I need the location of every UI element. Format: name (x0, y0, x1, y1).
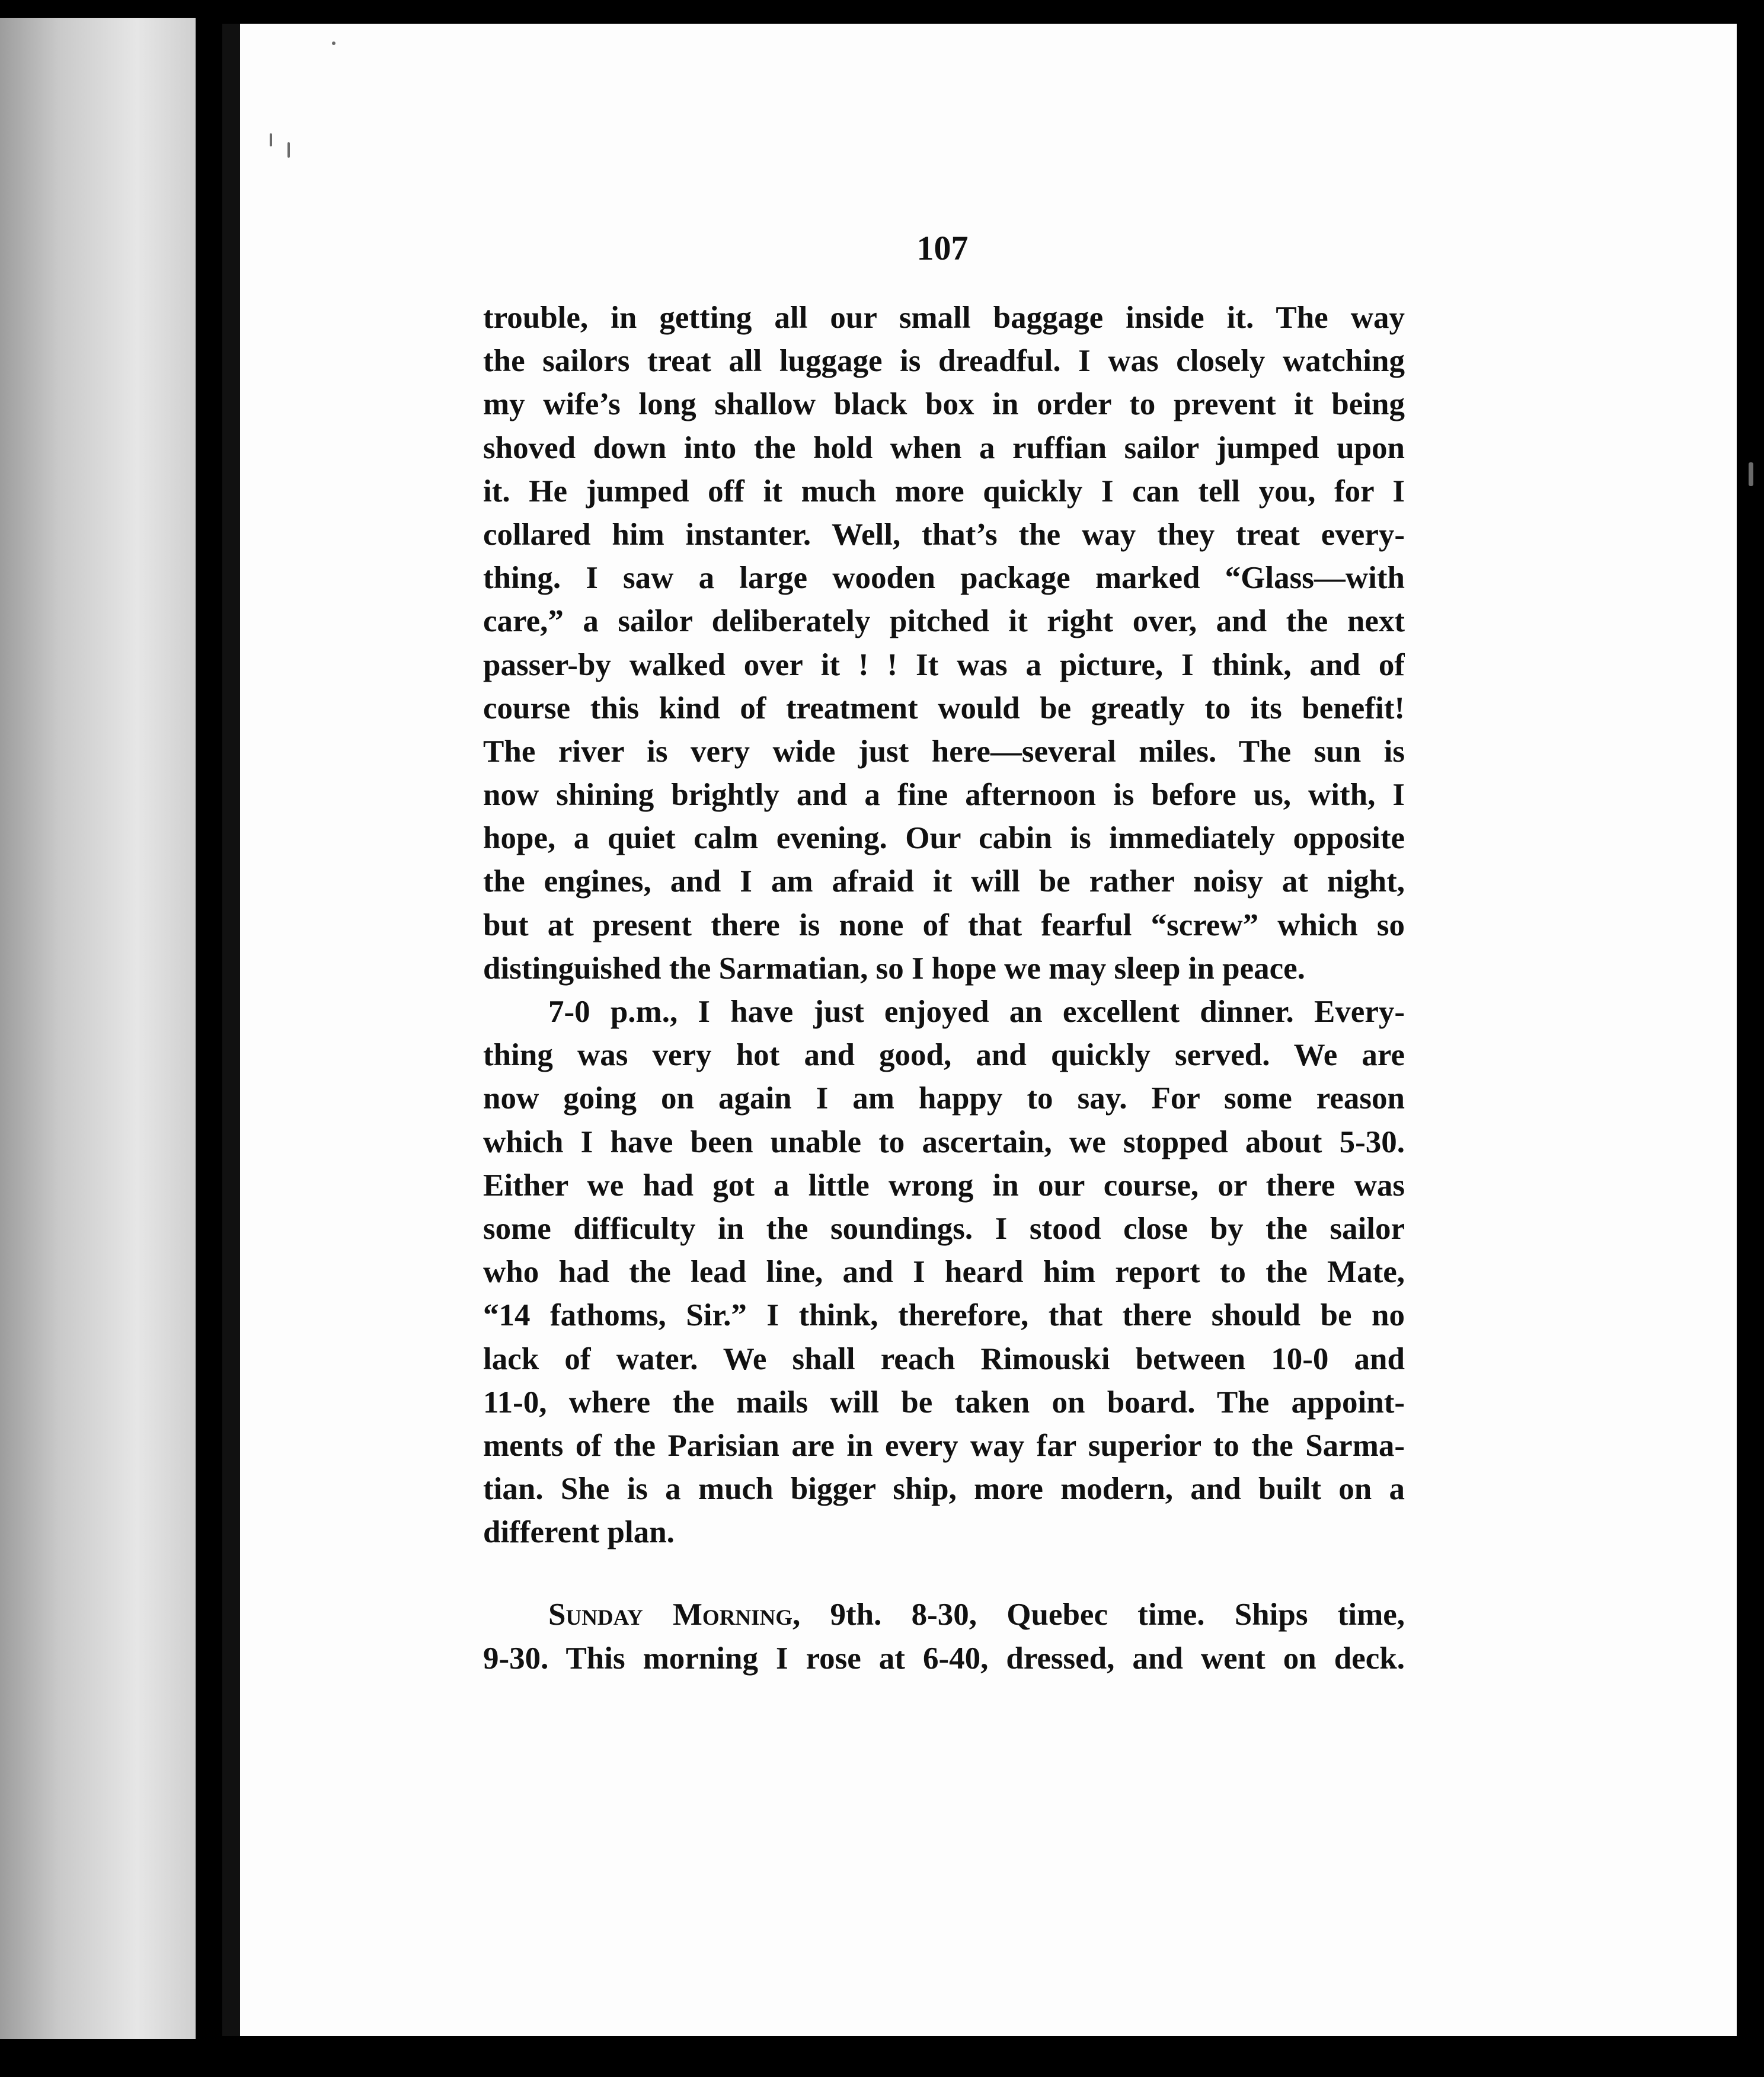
book-gutter (196, 0, 222, 2077)
sunday-entry-line: 9-30. This morning I rose at 6-40, dressed, and went on deck. (483, 1641, 1405, 1676)
text-line: care,” a sailor deliberately pitched it right over, and the next (483, 604, 1405, 639)
text-line: now going on again I am happy to say. For some reason (483, 1081, 1405, 1116)
text-line: tian. She is a much bigger ship, more modern, and built on a (483, 1472, 1405, 1507)
text-line: course this kind of treatment would be greatly to its benefit! (483, 691, 1405, 726)
paragraph-gap (483, 1554, 1405, 1593)
text-line: it. He jumped off it much more quickly I can tell you, for I (483, 474, 1405, 509)
text-line: “14 fathoms, Sir.” I think, therefore, that there should be no (483, 1298, 1405, 1333)
scan-speck (287, 142, 290, 158)
text-line: my wife’s long shallow black box in order to prevent it being (483, 387, 1405, 422)
text-line: distinguished the Sarmatian, so I hope we may sleep in peace. (483, 951, 1305, 986)
scan-speck (1749, 462, 1753, 486)
text-line: the sailors treat all luggage is dreadful. I was closely watching (483, 344, 1405, 379)
text-line: which I have been unable to ascertain, we stopped about 5-30. (483, 1124, 1405, 1159)
page-number: 107 (916, 229, 969, 267)
text-line: passer-by walked over it ! ! It was a picture, I think, and of (483, 647, 1405, 682)
text-line: trouble, in getting all our small baggage inside it. The way (483, 301, 1405, 335)
text-line: lack of water. We shall reach Rimouski between 10-0 and (483, 1341, 1405, 1376)
text-line: shoved down into the hold when a ruffian sailor jumped upon (483, 430, 1405, 465)
sunday-entry-line (483, 1593, 1405, 1637)
text-line: but at present there is none of that fearful “screw” which so (483, 908, 1405, 942)
text-line: collared him instanter. Well, that’s the way they treat every- (483, 517, 1405, 552)
entry-text: 9th. 8-30, Quebec time. Ships time, (800, 1597, 1405, 1632)
text-line: now shining brightly and a fine afternoon is before us, with, I (483, 778, 1405, 813)
text-line: thing. I saw a large wooden package marked “Glass—with (483, 561, 1405, 596)
page-body-text (483, 296, 1405, 1680)
scan-speck (332, 41, 335, 45)
text-line: Either we had got a little wrong in our course, or there was (483, 1168, 1405, 1203)
facing-page-edge (0, 18, 196, 2039)
text-line: The river is very wide just here—several miles. The sun is (483, 734, 1405, 769)
text-line: 7-0 p.m., I have just enjoyed an excellent dinner. Every- (548, 995, 1405, 1029)
text-line: who had the lead line, and I heard him report to the Mate, (483, 1255, 1405, 1290)
entry-heading: Sunday Morning, (548, 1597, 801, 1632)
text-line: 11-0, where the mails will be taken on board. The appoint- (483, 1385, 1405, 1420)
text-line: ments of the Parisian are in every way far superior to the Sarma- (483, 1428, 1405, 1463)
text-line: some difficulty in the soundings. I stood close by the sailor (483, 1211, 1405, 1246)
right-scan-border (1737, 0, 1764, 2077)
scan-speck (270, 133, 272, 146)
text-line: hope, a quiet calm evening. Our cabin is immediately opposite (483, 821, 1405, 856)
text-line: different plan. (483, 1515, 675, 1550)
text-line: thing was very hot and good, and quickly served. We are (483, 1038, 1405, 1073)
text-line: the engines, and I am afraid it will be rather noisy at night, (483, 864, 1405, 899)
